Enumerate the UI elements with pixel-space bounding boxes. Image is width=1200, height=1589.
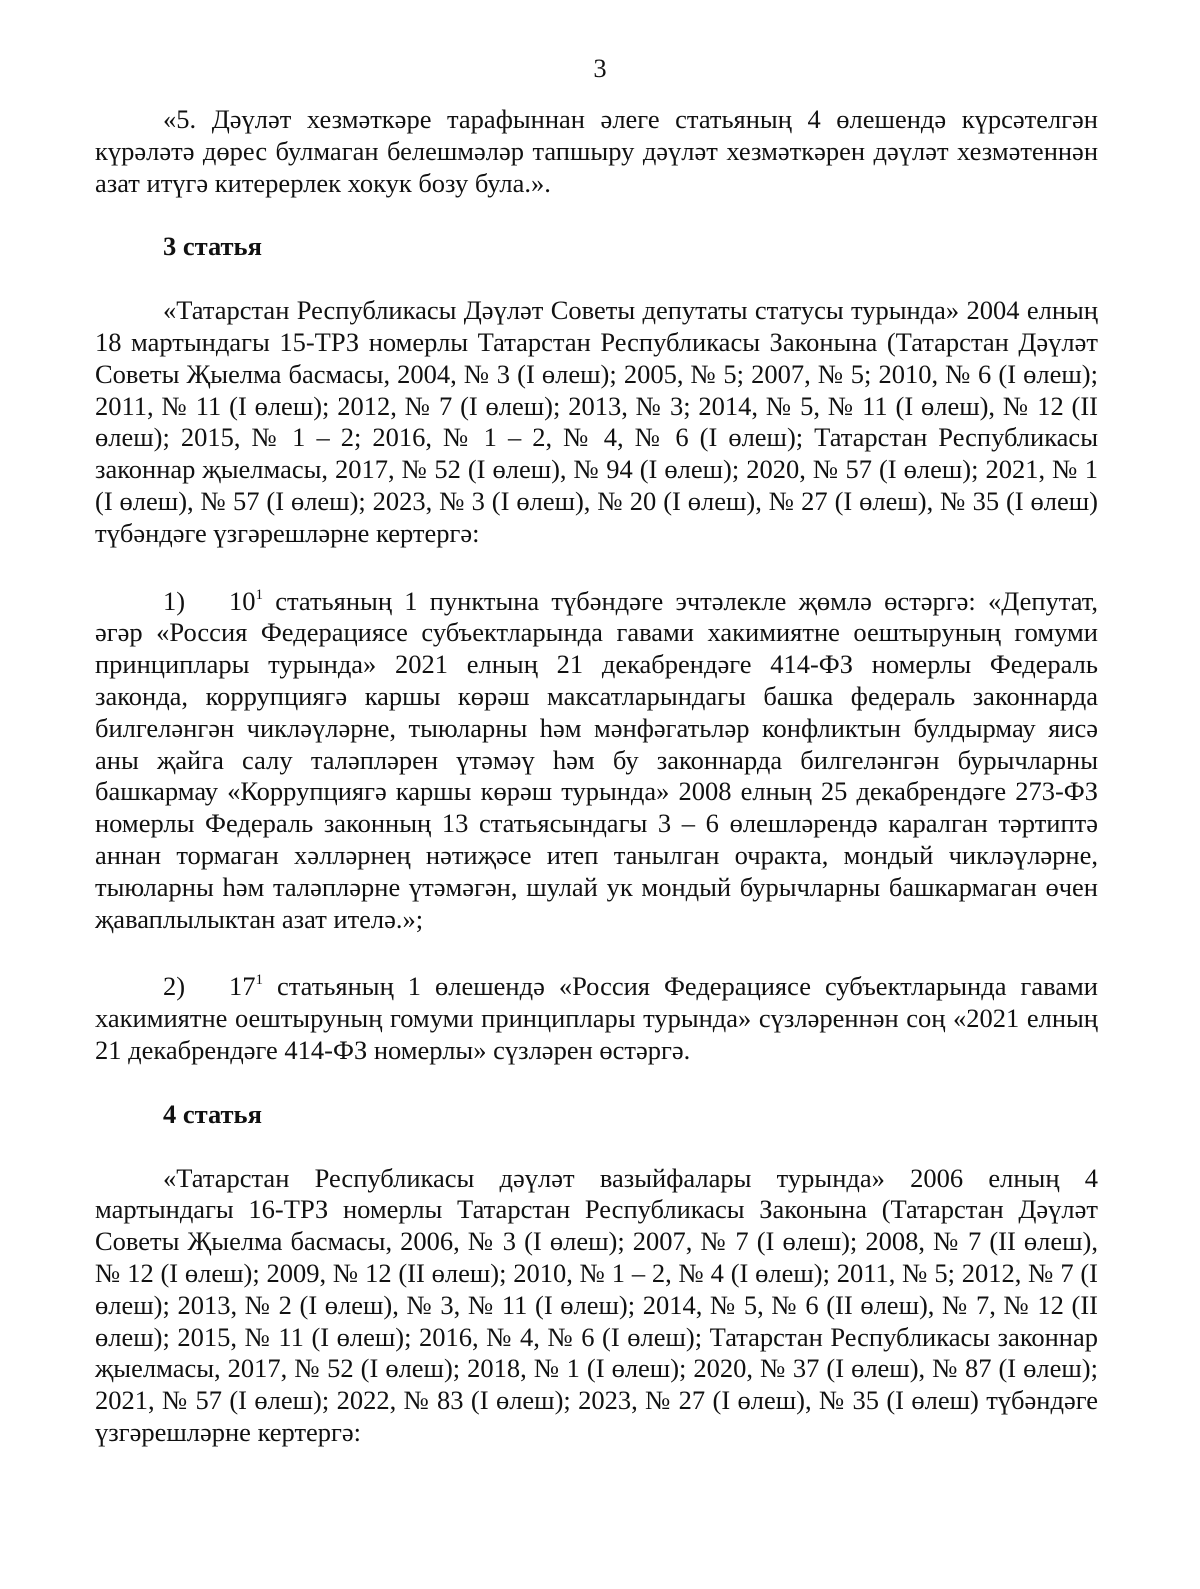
article-4-heading: 4 статья	[163, 1098, 262, 1129]
article-superscript: 1	[255, 586, 263, 603]
list-item-number: 2)	[163, 971, 186, 1002]
article-3-intro-paragraph: «Татарстан Республикасы Дәүләт Советы депутаты статусы турында» 2004 елның 18 мартындагы 15-ТРЗ номерлы Татарстан Республикасы Законына (Татарстан Дәүләт Советы Җыелма басмасы, 2004, № 3 (I өлеш); 2005, № 5; 2007, № 5; 2010, № 6 (I өлеш); 2011, № 11 (I өлеш); 2012, № 7 (I өлеш); 2013, № 3; 2014, № 5, № 11 (I өлеш), № 12 (II өлеш); 2015, № 1 – 2; 2016, № 1 – 2, № 4, № 6 (I өлеш); Татарстан Республикасы законнар җыелмасы, 2017, № 52 (I өлеш), № 94 (I өлеш); 2020, № 57 (I өлеш); 2021, № 1 (I өлеш), № 57 (I өлеш); 2023, № 3 (I өлеш), № 20 (I өлеш), № 27 (I өлеш), № 35 (I өлеш) түбәндәге үзгәрешләрне кертергә:	[95, 295, 1098, 548]
paragraph-quote-5: «5. Дәүләт хезмәткәре тарафыннан әлеге статьяның 4 өлешендә күрсәтелгән күрәләтә дөрес булмаган белешмәләр тапшыру дәүләт хезмәткәрен дәүләт хезмәтеннән азат итүгә китерерлек хокук бозу була.».	[95, 104, 1098, 198]
list-item-2	[95, 971, 1098, 1066]
article-number: 17	[229, 971, 256, 1002]
article-3-heading: 3 статья	[163, 231, 262, 262]
article-number: 10	[229, 585, 256, 616]
article-4-intro-paragraph: «Татарстан Республикасы дәүләт вазыйфалары турында» 2006 елның 4 мартындагы 16-ТРЗ номерлы Татарстан Республикасы Законына (Татарстан Дәүләт Советы Җыелма басмасы, 2006, № 3 (I өлеш); 2007, № 7 (I өлеш); 2008, № 7 (II өлеш), № 12 (I өлеш); 2009, № 12 (II өлеш); 2010, № 1 – 2, № 4 (I өлеш); 2011, № 5; 2012, № 7 (I өлеш); 2013, № 2 (I өлеш), № 3, № 11 (I өлеш); 2014, № 5, № 6 (II өлеш), № 7, № 12 (II өлеш); 2015, № 11 (I өлеш); 2016, № 4, № 6 (I өлеш); Татарстан Республикасы законнар җыелмасы, 2017, № 52 (I өлеш); 2018, № 1 (I өлеш); 2020, № 37 (I өлеш), № 87 (I өлеш); 2021, № 57 (I өлеш); 2022, № 83 (I өлеш); 2023, № 27 (I өлеш), № 35 (I өлеш) түбәндәге үзгәрешләрне кертергә:	[95, 1162, 1098, 1447]
list-item-text: статьяның 1 пунктына түбәндәге эчтәлекле җөмлә өстәргә: «Депутат, әгәр «Россия Федерациясе субъектларында гавами хакимиятне оештыруның гомуми принциплары турында» 2021 елның 21 декабрендәге 414-ФЗ номерлы Федераль законда, коррупциягә каршы көрәш максатларындагы башка федераль законнарда билгеләнгән чикләүләрне, тыюларны һәм мәнфәгатьләр конфликтын булдырмау яисә аны җайга салу таләпләрен үтәмәү һәм бу законнарда билгеләнгән бурычларны башкармау «Коррупциягә каршы көрәш турында» 2008 елның 25 декабрендәге 273-ФЗ номерлы Федераль законның 13 статьясындагы 3 – 6 өлешләрендә каралган тәртиптә аннан тормаган хәлләрнең нәтиҗәсе итеп танылган очракта, мондый чикләүләрне, тыюларны һәм таләпләрне үтәмәгән, шулай ук мондый бурычларны башкармаган өчен җаваплылыктан азат ителә.»;	[95, 585, 1098, 934]
page-number: 3	[593, 53, 607, 83]
list-item-1	[95, 586, 1098, 936]
list-item-text: статьяның 1 өлешендә «Россия Федерациясе субъектларында гавами хакимиятне оештыруның гомуми принциплары турында» сүзләреннән соң «2021 елның 21 декабрендәге 414-ФЗ номерлы» сүзләрен өстәргә.	[95, 971, 1098, 1065]
article-superscript: 1	[255, 972, 263, 989]
list-item-number: 1)	[163, 585, 186, 616]
document-body	[95, 104, 1098, 1449]
